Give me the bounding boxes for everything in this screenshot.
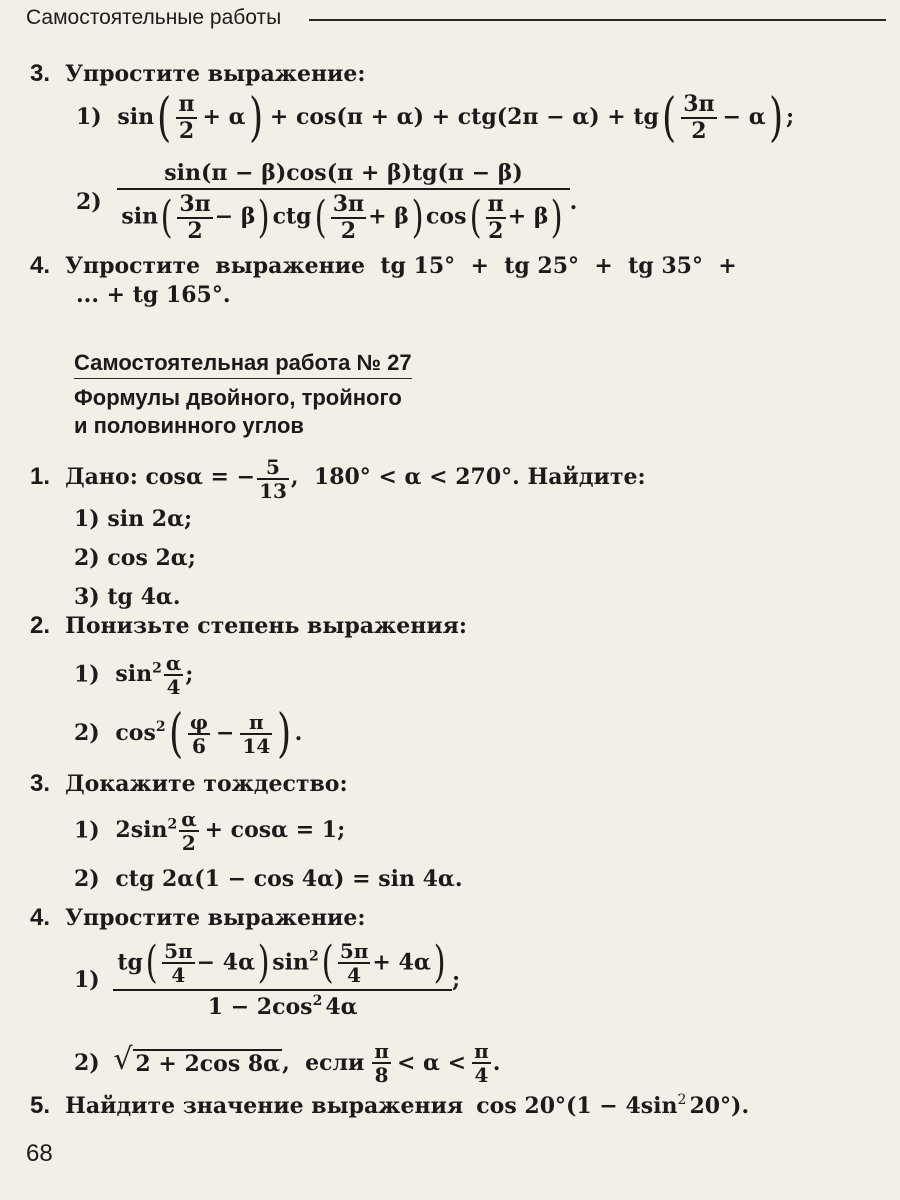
task-5 — [30, 1092, 749, 1120]
right-paren: ) — [411, 191, 424, 243]
fraction-numerator: 5 — [266, 455, 280, 479]
math-text: , если — [282, 1050, 365, 1077]
math-text: + α — [202, 104, 246, 130]
running-header — [26, 6, 886, 30]
fraction-denominator: 2 — [681, 117, 716, 144]
task-text: Дано: cosα = − — [65, 463, 256, 490]
fraction-numerator: π — [178, 91, 195, 118]
fraction-denominator: 4 — [162, 962, 195, 986]
task-number: 2. — [30, 612, 51, 639]
fraction — [331, 192, 366, 243]
math-text: 1 − 2cos — [207, 993, 313, 1020]
math-text: + cosα = 1; — [204, 817, 346, 844]
math-fn: sin — [117, 104, 155, 130]
item-label: 2) — [74, 720, 100, 746]
math-fn: sin — [115, 661, 153, 688]
prev-task-4 — [30, 252, 890, 280]
task-number: 4. — [30, 252, 51, 279]
math-text: ; — [185, 661, 194, 688]
math-text: 4α — [325, 993, 358, 1020]
task-3-item-1 — [74, 808, 345, 855]
task-1-item-3: 3) tg 4α. — [74, 584, 181, 610]
math-text: ctg 2α(1 − cos 4α) = sin 4α. — [115, 866, 463, 892]
task-text: Понизьте степень выражения: — [65, 613, 468, 639]
task-number: 5. — [30, 1092, 51, 1119]
fraction — [177, 192, 212, 243]
math-text: . — [294, 720, 303, 746]
fraction-numerator: α — [165, 651, 182, 675]
task-4 — [30, 904, 365, 932]
math-text: 20°). — [689, 1093, 750, 1119]
item-label: 2) — [76, 188, 102, 215]
prev-task-3-item-1 — [76, 88, 795, 148]
fraction-numerator: π — [249, 709, 264, 734]
task-number: 1. — [30, 462, 51, 490]
fraction — [681, 92, 716, 143]
fraction-denominator: 2 — [179, 830, 198, 854]
task-1-item-1: 1) sin 2α; — [74, 506, 193, 532]
task-text: Упростите выражение: — [65, 905, 366, 931]
math-text: − α — [722, 104, 766, 130]
task-1-item-2: 2) cos 2α; — [74, 545, 196, 571]
square-root — [113, 1042, 282, 1078]
fraction-denominator: 2 — [177, 217, 212, 244]
math-text: < α < — [396, 1050, 467, 1077]
math-text: + cos(π + α) + ctg(2π − α) + tg — [269, 104, 659, 130]
fraction — [188, 711, 210, 758]
item-label: 1) — [76, 104, 102, 130]
item-label: 1) — [74, 661, 100, 688]
math-fn: ctg — [272, 203, 312, 230]
math-text: − — [216, 720, 235, 746]
right-paren: ) — [257, 937, 270, 989]
task-4-item-2 — [74, 1040, 500, 1087]
math-text: cos 20°(1 − 4sin — [476, 1093, 678, 1119]
item-label: 2) — [74, 866, 100, 892]
math-text: ; — [451, 966, 461, 993]
left-paren: ( — [469, 191, 482, 243]
math-text: − β — [214, 203, 256, 230]
running-header-title: Самостоятельные работы — [26, 6, 282, 29]
fraction — [164, 652, 183, 699]
math-text: + β — [507, 203, 549, 230]
section-title-text: Самостоятельная работа № 27 — [74, 350, 412, 379]
task-3-item-2 — [74, 866, 463, 892]
left-paren: ( — [157, 88, 172, 148]
fraction-numerator: α — [181, 807, 197, 831]
right-paren: ) — [248, 88, 263, 148]
left-paren: ( — [661, 88, 677, 148]
task-4-item-1 — [74, 937, 461, 1020]
task-number: 3. — [30, 770, 51, 797]
math-text: . — [569, 188, 578, 215]
section-subtitle — [74, 384, 402, 440]
big-fraction — [113, 937, 452, 1020]
fraction-denominator: 13 — [259, 479, 287, 504]
fraction — [162, 940, 195, 987]
radical-sign-icon: √ — [113, 1042, 133, 1078]
math-fn: sin — [121, 203, 159, 230]
fraction — [486, 192, 506, 243]
fraction-denominator: 2 — [486, 217, 506, 244]
fraction-denominator: 6 — [188, 733, 210, 757]
fraction-denominator: 8 — [372, 1062, 391, 1086]
fraction-denominator — [117, 188, 569, 243]
task-text: Докажите тождество: — [65, 771, 348, 797]
page-number: 68 — [26, 1140, 53, 1167]
task-3 — [30, 770, 348, 798]
left-paren: ( — [314, 191, 327, 243]
header-rule — [309, 19, 886, 21]
fraction-numerator: π — [374, 1039, 389, 1063]
left-paren: ( — [168, 704, 183, 764]
task-1 — [30, 456, 646, 503]
fraction-numerator: sin(π − β)cos(π + β)tg(π − β) — [164, 160, 523, 186]
fraction-denominator — [113, 989, 452, 1020]
section-subtitle-line: Формулы двойного, тройного — [74, 385, 402, 410]
fraction-numerator: 5π — [164, 939, 193, 963]
math-fn: cos — [426, 203, 467, 230]
fraction — [240, 711, 272, 758]
fraction-denominator: 2 — [331, 217, 366, 244]
left-paren: ( — [321, 937, 334, 989]
item-label: 1) — [74, 966, 100, 993]
math-text: + 4α — [372, 949, 431, 976]
fraction-denominator: 4 — [472, 1062, 491, 1086]
task-2-item-1 — [74, 652, 193, 699]
radicand: 2 + 2cos 8α — [135, 1051, 281, 1078]
item-label: 2) — [74, 1050, 100, 1077]
task-text: Упростите выражение tg 15° + tg 25° + tg 35° + — [65, 253, 737, 279]
fraction-denominator: 4 — [338, 962, 371, 986]
exponent: 2 — [308, 948, 319, 965]
math-text: . — [492, 1050, 501, 1077]
section-title — [74, 350, 412, 376]
math-fn: sin — [272, 949, 309, 976]
right-paren: ) — [551, 191, 564, 243]
math-text: ; — [785, 104, 795, 130]
prev-task-3-item-2 — [76, 160, 577, 243]
math-fn: 2sin — [115, 817, 168, 844]
exponent: 2 — [167, 816, 178, 833]
fraction-numerator: 3π — [179, 191, 211, 217]
prev-task-4-continuation: ... + tg 165°. — [76, 282, 231, 308]
fraction — [179, 808, 198, 855]
math-text: − 4α — [196, 949, 256, 976]
exponent: 2 — [155, 719, 166, 735]
fraction — [176, 92, 196, 143]
fraction-numerator: π — [487, 191, 504, 217]
task-2-item-2 — [74, 704, 303, 764]
exponent: 2 — [312, 992, 323, 1009]
fraction-numerator: φ — [189, 709, 209, 734]
fraction-numerator: 5π — [339, 939, 369, 963]
fraction-numerator: 3π — [683, 91, 715, 118]
fraction-numerator — [113, 937, 452, 989]
math-text: + β — [368, 203, 409, 230]
left-paren: ( — [145, 937, 158, 989]
fraction-denominator: 4 — [164, 674, 183, 698]
task-number: 4. — [30, 904, 51, 931]
left-paren: ( — [160, 191, 173, 243]
big-fraction — [117, 160, 569, 243]
math-fn: cos — [115, 720, 156, 746]
task-text: , 180° < α < 270°. Найдите: — [290, 463, 646, 490]
fraction-numerator: π — [474, 1039, 489, 1063]
exponent: 2 — [152, 660, 162, 677]
right-paren: ) — [768, 88, 783, 148]
fraction — [338, 940, 371, 987]
exponent: 2 — [677, 1092, 687, 1108]
fraction — [472, 1040, 491, 1087]
item-label: 1) — [74, 817, 100, 844]
task-text: Найдите значение выражения — [65, 1093, 464, 1119]
section-subtitle-line: и половинного углов — [74, 413, 304, 438]
right-paren: ) — [433, 937, 446, 989]
task-number: 3. — [30, 60, 51, 87]
math-fn: tg — [117, 949, 143, 976]
prev-task-3-heading — [30, 60, 365, 88]
fraction-denominator: 2 — [176, 117, 196, 144]
task-text: Упростите выражение: — [65, 61, 366, 87]
fraction — [257, 456, 289, 503]
right-paren: ) — [258, 191, 271, 243]
right-paren: ) — [277, 704, 292, 764]
task-2 — [30, 612, 467, 640]
fraction — [372, 1040, 391, 1087]
fraction-numerator: 3π — [332, 191, 365, 217]
fraction-denominator: 14 — [242, 734, 271, 758]
